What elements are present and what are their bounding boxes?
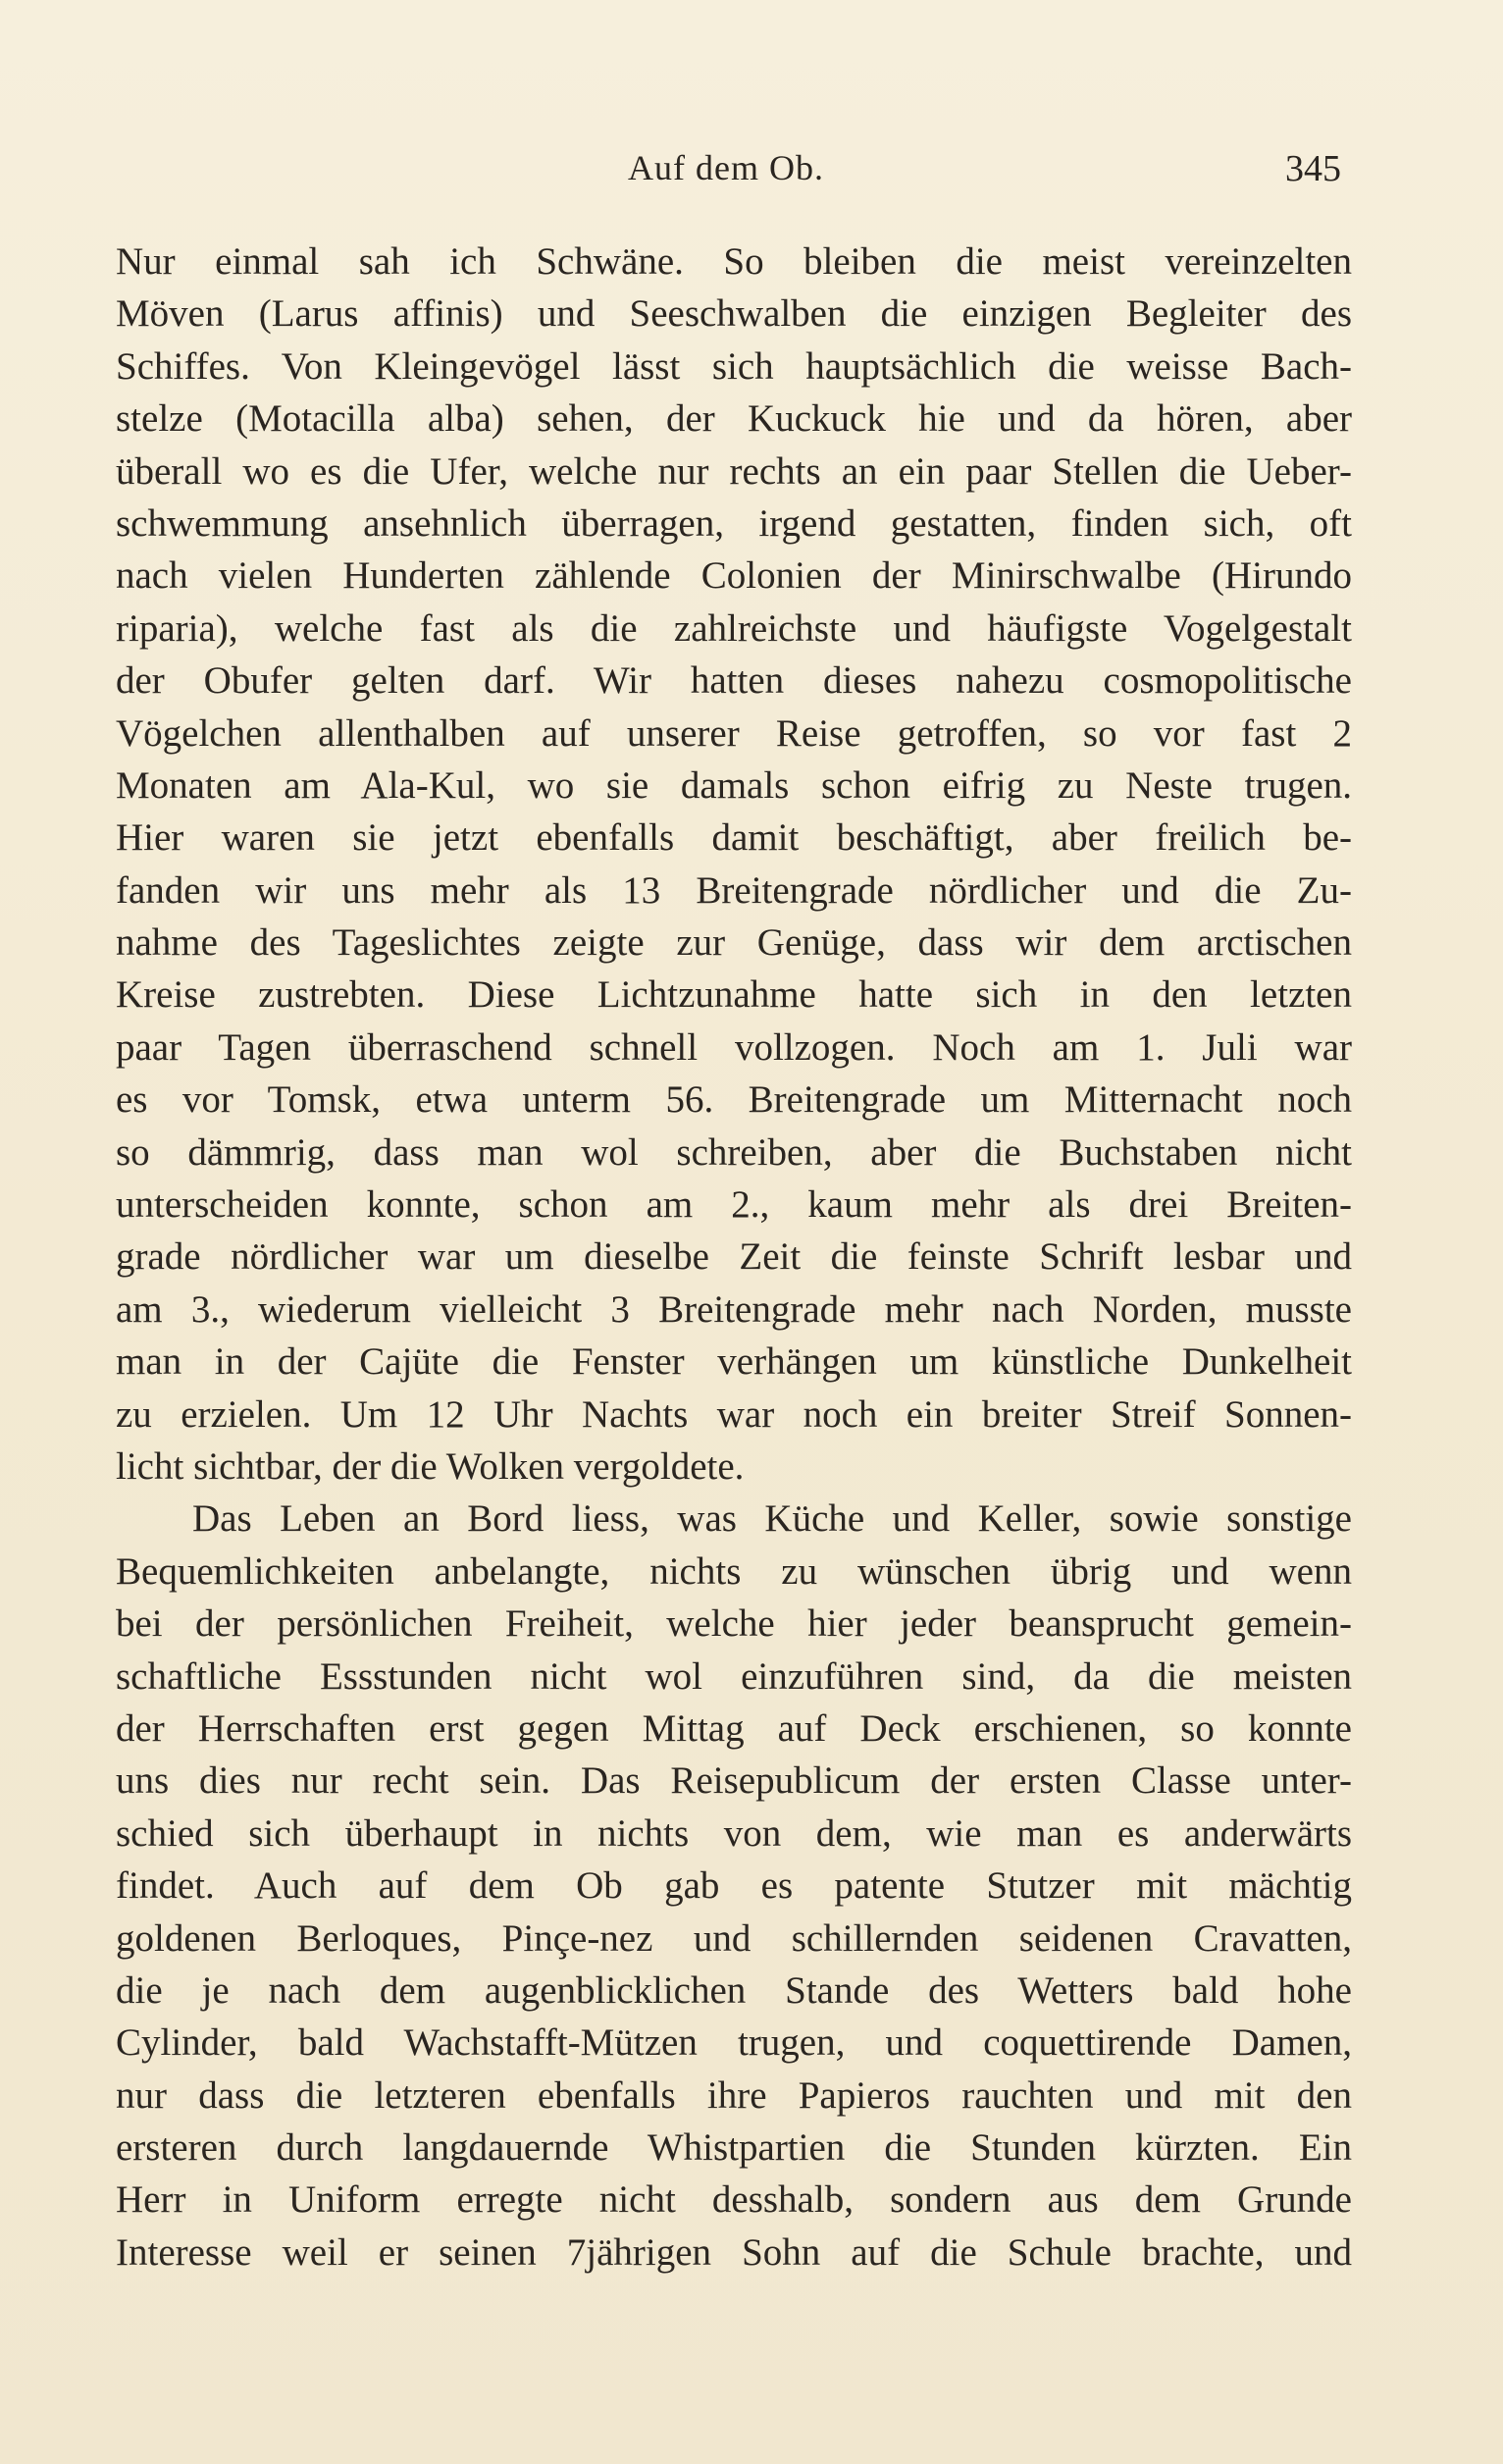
text-line: Monaten am Ala-Kul, wo sie damals schon eifrig zu Neste trugen. xyxy=(116,763,1352,807)
text-line: schied sich überhaupt in nichts von dem, wie man es anderwärts xyxy=(116,1811,1352,1855)
text-line: Herr in Uniform erregte nicht desshalb, sondern aus dem Grunde xyxy=(116,2178,1352,2222)
paragraph-start-line: Das Leben an Bord liess, was Küche und Keller, sowie sonstige xyxy=(192,1497,1352,1541)
text-line: stelze (Motacilla alba) sehen, der Kuckuck hie und da hören, aber xyxy=(116,397,1352,441)
text-line: unterscheiden konnte, schon am 2., kaum mehr als drei Breiten- xyxy=(116,1183,1352,1227)
text-line: Kreise zustrebten. Diese Lichtzunahme hatte sich in den letzten xyxy=(116,973,1352,1017)
text-line: bei der persönlichen Freiheit, welche hier jeder beansprucht gemein- xyxy=(116,1602,1352,1646)
text-line: schaftliche Essstunden nicht wol einzuführen sind, da die meisten xyxy=(116,1654,1352,1698)
text-line: nur dass die letzteren ebenfalls ihre Papieros rauchten und mit den xyxy=(116,2073,1352,2117)
text-line: Nur einmal sah ich Schwäne. So bleiben die meist vereinzelten xyxy=(116,240,1352,283)
text-line: man in der Cajüte die Fenster verhängen um künstliche Dunkelheit xyxy=(116,1340,1352,1384)
text-line: goldenen Berloques, Pinçe-nez und schillernden seidenen Cravatten, xyxy=(116,1916,1352,1960)
text-line: der Obufer gelten darf. Wir hatten dieses nahezu cosmopolitische xyxy=(116,659,1352,703)
text-line: fanden wir uns mehr als 13 Breitengrade nördlicher und die Zu- xyxy=(116,868,1352,912)
text-line: der Herrschaften erst gegen Mittag auf Deck erschienen, so konnte xyxy=(116,1706,1352,1750)
text-line: so dämmrig, dass man wol schreiben, aber die Buchstaben nicht xyxy=(116,1130,1352,1174)
text-line: nach vielen Hunderten zählende Colonien der Minirschwalbe (Hirundo xyxy=(116,554,1352,598)
text-line: schwemmung ansehnlich überragen, irgend gestatten, finden sich, oft xyxy=(116,501,1352,545)
body-text xyxy=(116,236,1352,2279)
running-title: Auf dem Ob. xyxy=(628,148,824,187)
text-line: zu erzielen. Um 12 Uhr Nachts war noch ein breiter Streif Sonnen- xyxy=(116,1392,1352,1436)
running-head xyxy=(0,147,1503,196)
page-number: 345 xyxy=(1285,148,1341,189)
text-line: die je nach dem augenblicklichen Stande des Wetters bald hohe xyxy=(116,1968,1352,2012)
text-line: es vor Tomsk, etwa unterm 56. Breitengrade um Mitternacht noch xyxy=(116,1078,1352,1122)
paragraph-end-line: licht sichtbar, der die Wolken vergoldete. xyxy=(116,1444,745,1488)
text-line: Cylinder, bald Wachstafft-Mützen trugen, und coquettirende Damen, xyxy=(116,2021,1352,2065)
text-line: überall wo es die Ufer, welche nur rechts an ein paar Stellen die Ueber- xyxy=(116,449,1352,493)
text-line: am 3., wiederum vielleicht 3 Breitengrade mehr nach Norden, musste xyxy=(116,1287,1352,1331)
text-line: grade nördlicher war um dieselbe Zeit die feinste Schrift lesbar und xyxy=(116,1235,1352,1279)
text-line: paar Tagen überraschend schnell vollzogen. Noch am 1. Juli war xyxy=(116,1025,1352,1069)
text-line: findet. Auch auf dem Ob gab es patente Stutzer mit mächtig xyxy=(116,1864,1352,1908)
text-line: Möven (Larus affinis) und Seeschwalben die einzigen Begleiter des xyxy=(116,292,1352,336)
text-line: Bequemlichkeiten anbelangte, nichts zu wünschen übrig und wenn xyxy=(116,1549,1352,1593)
text-line: uns dies nur recht sein. Das Reisepublicum der ersten Classe unter- xyxy=(116,1759,1352,1803)
text-line: riparia), welche fast als die zahlreichste und häufigste Vogelgestalt xyxy=(116,606,1352,650)
text-line: Interesse weil er seinen 7jährigen Sohn auf die Schule brachte, und xyxy=(116,2230,1352,2274)
text-line: nahme des Tageslichtes zeigte zur Genüge, dass wir dem arctischen xyxy=(116,921,1352,965)
text-line: Schiffes. Von Kleingevögel lässt sich hauptsächlich die weisse Bach- xyxy=(116,344,1352,388)
text-line: Hier waren sie jetzt ebenfalls damit beschäftigt, aber freilich be- xyxy=(116,816,1352,860)
text-line: ersteren durch langdauernde Whistpartien die Stunden kürzten. Ein xyxy=(116,2126,1352,2170)
text-line: Vögelchen allenthalben auf unserer Reise getroffen, so vor fast 2 xyxy=(116,711,1352,755)
